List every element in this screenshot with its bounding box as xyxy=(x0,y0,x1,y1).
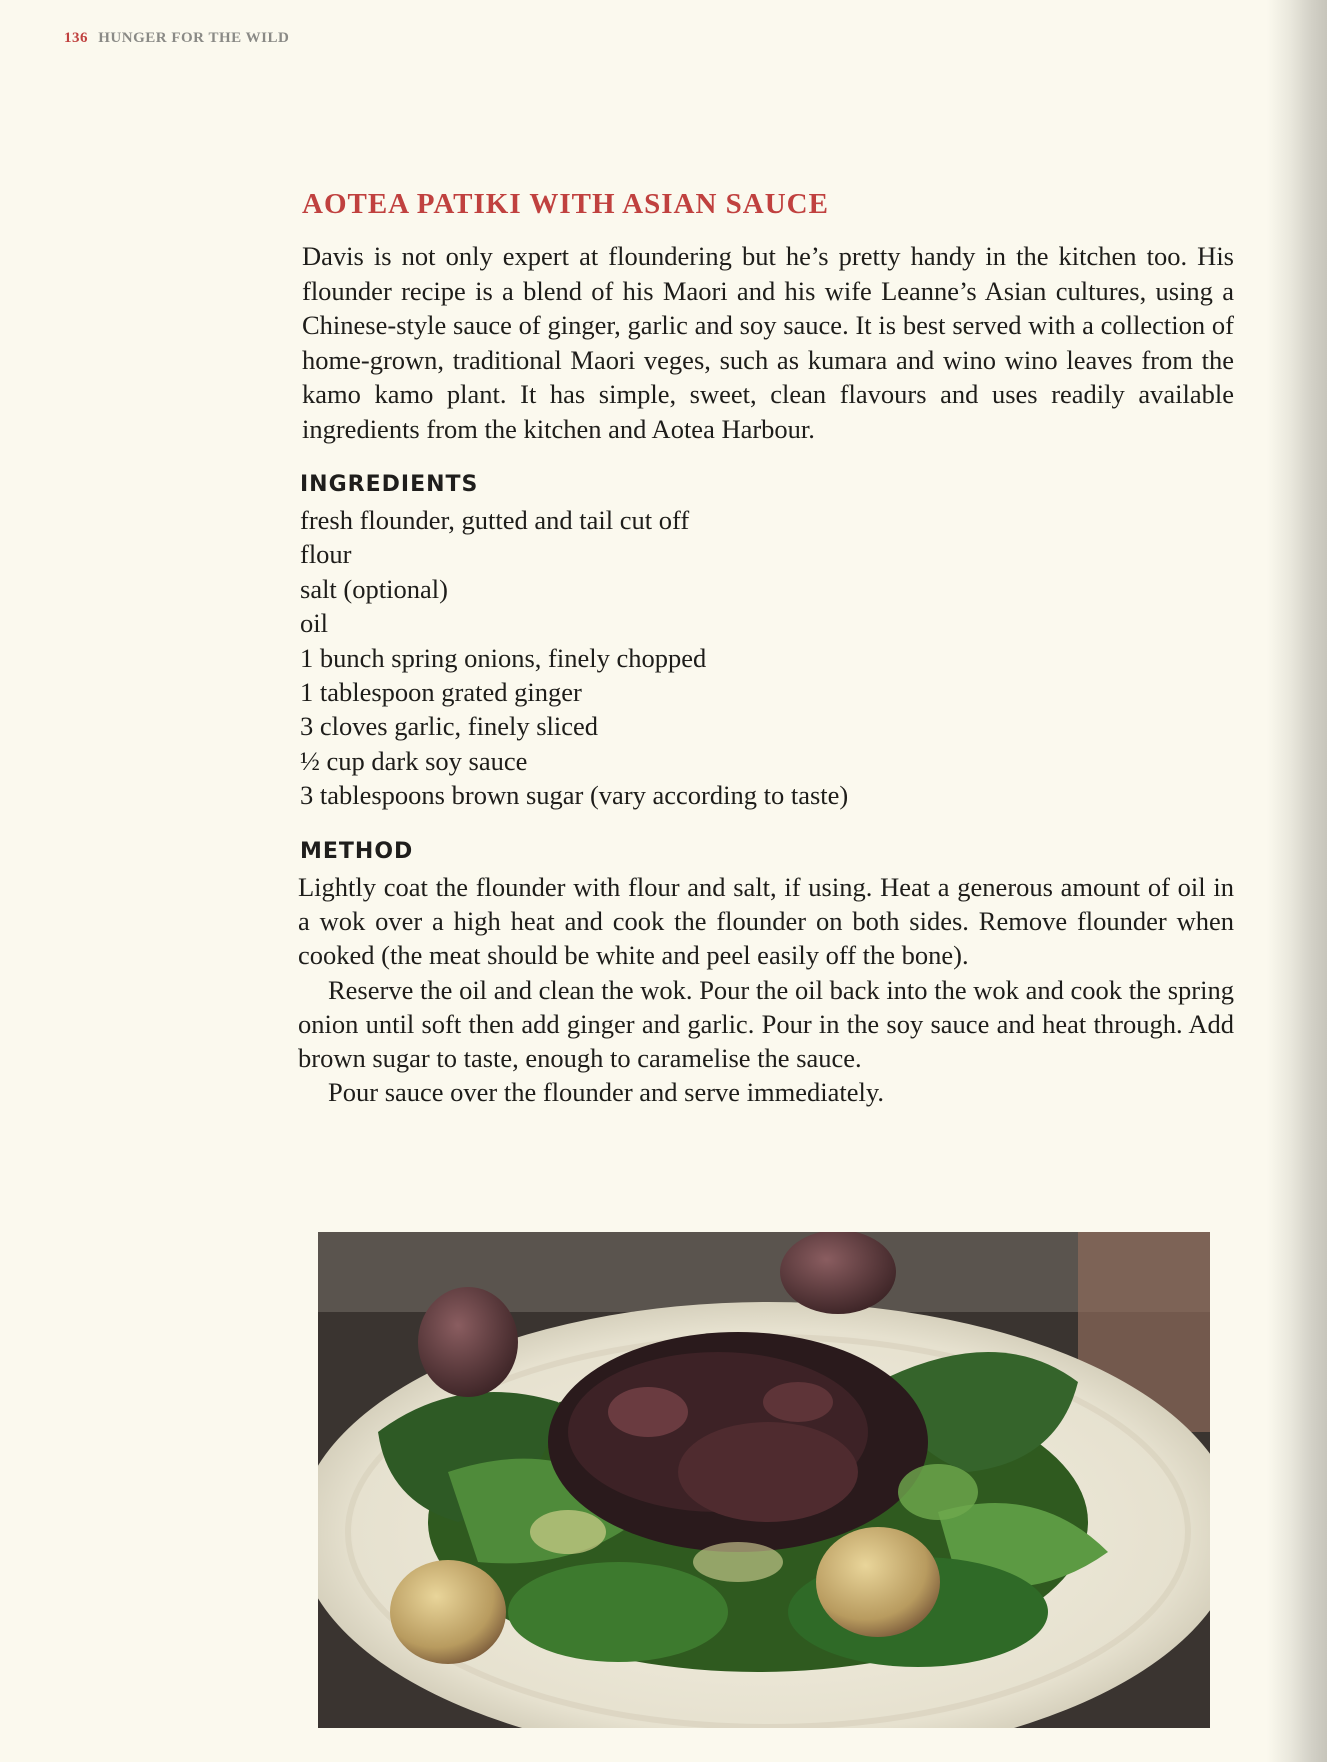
method-steps xyxy=(298,870,1236,1110)
method-heading: METHOD xyxy=(300,838,414,864)
dish-photo xyxy=(318,1232,1210,1728)
recipe-title: AOTEA PATIKI WITH ASIAN SAUCE xyxy=(302,188,829,220)
ingredient-item: 1 tablespoon grated ginger xyxy=(300,677,582,708)
ingredient-item: 3 tablespoons brown sugar (vary according to taste) xyxy=(300,780,849,811)
ingredient-item: ½ cup dark soy sauce xyxy=(300,745,528,776)
ingredient-item: flour xyxy=(300,539,352,570)
method-paragraph: Reserve the oil and clean the wok. Pour the oil back into the wok and cook the spring onion until soft then add ginger and garlic. Pour in the soy sauce and heat through. Add brown sugar to taste, enough to caramelise the sauce. xyxy=(298,974,1234,1074)
ingredients-list xyxy=(298,503,1236,813)
potato xyxy=(418,1287,518,1397)
ingredient-item: 1 bunch spring onions, finely chopped xyxy=(300,642,707,673)
potato xyxy=(780,1232,896,1314)
method-paragraph: Pour sauce over the flounder and serve immediately. xyxy=(328,1077,885,1108)
potato xyxy=(816,1527,940,1637)
ingredient-item: oil xyxy=(300,608,328,639)
ingredients-heading: INGREDIENTS xyxy=(300,472,479,497)
dish-illustration xyxy=(318,1232,1210,1728)
method-paragraph: Lightly coat the flounder with flour and salt, if using. Heat a generous amount of oil in a wok over a high heat and cook the flounder on both sides. Remove flounder when cooked (the meat should be white and peel easily off the bone). xyxy=(298,871,1234,971)
recipe-intro: Davis is not only expert at floundering but he’s pretty handy in the kitchen too. His flounder recipe is a blend of his Maori and his wife Leanne’s Asian cultures, using a Chinese-style sauce of ginger, garlic and soy sauce. It is best served with a collection of home-grown, traditional Maori veges, such as kumara and wino wino leaves from the kamo kamo plant. It has simple, sweet, clean flavours and uses readily available ingredients from the kitchen and Aotea Harbour. xyxy=(302,241,1234,444)
running-head xyxy=(64,30,289,47)
ingredient-item: salt (optional) xyxy=(300,573,448,604)
recipe-content xyxy=(298,188,1236,1110)
ingredient-item: 3 cloves garlic, finely sliced xyxy=(300,711,599,742)
potato xyxy=(390,1560,506,1664)
page-gutter-shadow xyxy=(1267,0,1327,1762)
book-title: HUNGER FOR THE WILD xyxy=(98,30,290,46)
ingredient-item: fresh flounder, gutted and tail cut off xyxy=(300,505,690,535)
page-number: 136 xyxy=(64,30,88,46)
